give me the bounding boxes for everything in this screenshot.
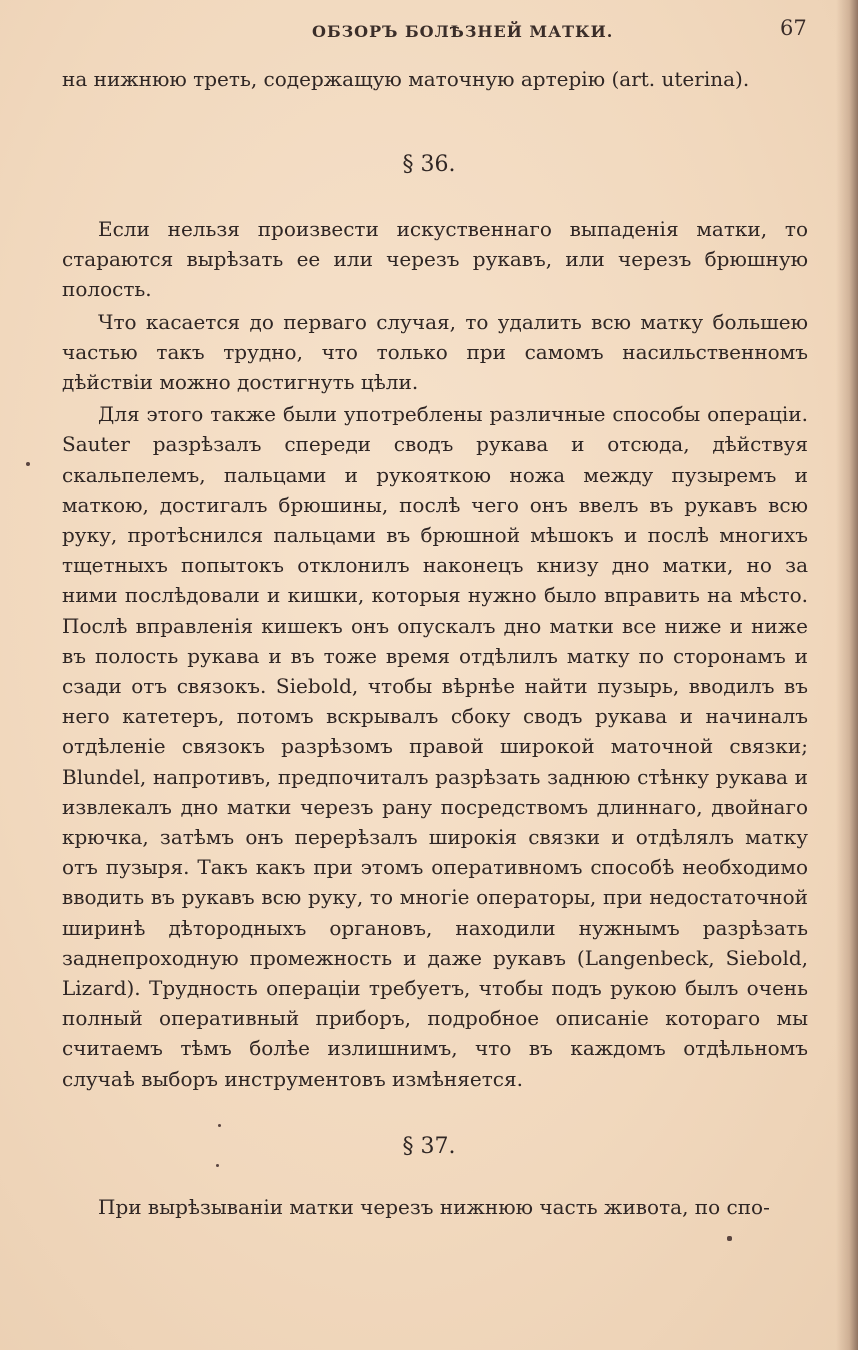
page-number: 67 [780,16,807,40]
section-36-body [62,214,808,1094]
section-36-paragraph-2: Что касается до перваго случая, то удалить всю матку большею частью такъ трудно, что только при самомъ насильственномъ дѣйствіи можно достигнуть цѣли. [62,309,808,395]
ink-speck [26,462,30,466]
section-36-paragraph-3: Для этого также были употреблены различные способы операціи. Sauter разрѣзалъ спереди сводъ рукава и отсюда, дѣйствуя скальпелемъ, пальцами и рукояткою ножа между пузыремъ и маткою, достигалъ брюшины, послѣ чего онъ ввелъ въ рукавъ всю руку, протѣснился пальцами въ брюшной мѣшокъ и послѣ многихъ тщетныхъ попытокъ отклонилъ наконецъ книзу дно матки, но за ними послѣдовали и кишки, которыя нужно было вправить на мѣсто. Послѣ вправленія кишекъ онъ опускалъ дно матки все ниже и ниже въ полость рукава и въ тоже время отдѣлилъ матку по сторонамъ и сзади отъ связокъ. Siebold, чтобы вѣрнѣе найти пузырь, вводилъ въ него катетеръ, потомъ вскрывалъ сбоку сводъ рукава и начиналъ отдѣленіе связокъ разрѣзомъ правой широкой маточной связки; Blundel, напротивъ, предпочиталъ разрѣзать заднюю стѣнку рукава и извлекалъ дно матки черезъ рану посредствомъ длиннаго, двойнаго крючка, затѣмъ онъ перерѣзалъ широкія связки и отдѣлялъ матку отъ пузыря. Такъ какъ при этомъ оперативномъ способѣ необходимо вводить въ рукавъ всю руку, то многіе операторы, при недостаточной ширинѣ дѣтородныхъ органовъ, находили нужнымъ разрѣзать заднепроходную промежность и даже рукавъ (Langenbeck, Siebold, Lizard). Трудность операціи требуетъ, чтобы подъ рукою былъ очень полный оперативный приборъ, подробное описаніе котораго мы считаемъ тѣмъ болѣе излишнимъ, что въ каждомъ отдѣльномъ случаѣ выборъ инструментовъ измѣняется. [62,402,808,1091]
opening-text [62,64,808,94]
running-title: ОБЗОРЪ БОЛѢЗНЕЙ МАТКИ. [312,22,614,41]
section-37-body [62,1192,808,1222]
section-37-paragraph-1: При вырѣзываніи матки черезъ нижнюю часть живота, по спо- [98,1195,770,1219]
ink-speck [218,1124,221,1127]
section-heading-37: § 37. [402,1134,456,1159]
opening-paragraph: на нижнюю треть, содержащую маточную артерію (art. uterina). [62,67,750,91]
section-36-paragraph-1: Если нельзя произвести искуственнаго выпаденія матки, то стараются вырѣзать ее или черезъ рукавъ, или черезъ брюшную полость. [62,217,808,302]
section-heading-36: § 36. [402,152,456,177]
ink-speck [727,1236,732,1241]
running-header [0,14,858,54]
ink-speck [216,1164,219,1167]
